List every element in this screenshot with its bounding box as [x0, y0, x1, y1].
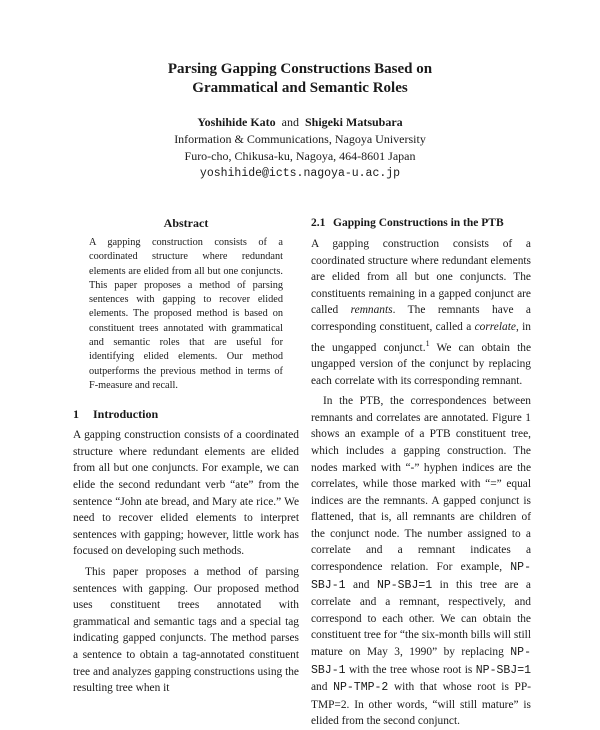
abstract-heading: Abstract: [163, 216, 209, 230]
term-remnants: remnants: [350, 304, 393, 317]
code-np-sbj-1: NP-SBJ-1: [311, 561, 531, 592]
email: yoshihide@icts.nagoya-u.ac.jp: [199, 167, 401, 180]
gapping-paragraph-1: A gapping construction consists of a coordinated structure where redundant elements are elided from all but one conjuncts. The constituents remaining in a gapped conjunct are called remnants. The remnants have a corresponding constituent, called a correlate, in the ungapped conjunct.$^1$ We can obtain the ungapped version of the conjunct by replacing each correlate with its corresponding remnant.: [311, 238, 532, 387]
code-np-tmp-2: NP-TMP-2: [333, 681, 389, 695]
section-title: Introduction: [93, 407, 159, 422]
author-1: Yoshihide Kato: [197, 115, 276, 129]
paper-title: [0, 60, 600, 98]
intro-paragraph-1: A gapping construction consists of a coordinated structure where redundant elements are elided from all but one conjuncts. For example, we can elide the second redundant verb “ate” from the sentence “John ate bread, and Mary ate rice.” We need to recover elided elements to interpret sentences with gapping; however, little work has focused on developing such methods.: [73, 429, 299, 558]
author-2: Shigeki Matsubara: [305, 115, 403, 129]
footnote-mark: 1: [425, 338, 430, 348]
code-np-sbj-1-b: NP-SBJ-1: [311, 646, 531, 677]
author-and: and: [281, 115, 299, 129]
term-correlate: correlate: [474, 320, 516, 333]
author-block: [0, 114, 600, 182]
subsection-title: Gapping Constructions in the PTB: [333, 217, 504, 229]
author-names: [0, 114, 600, 131]
subsection-heading-gapping: [311, 215, 531, 231]
right-column: [311, 215, 531, 730]
title-line-1: Parsing Gapping Constructions Based on: [167, 61, 433, 77]
abstract-text: A gapping construction consists of a coordinated structure where redundant elements are elided from all but one conjuncts. This paper proposes a method of parsing sentences with gapping to recover elided elements. The proposed method is based on constituent trees annotated with grammatical and semantic roles that are useful for identifying elided elements. Our method outperforms the previous method in terms of F-measure and recall.: [89, 237, 283, 391]
left-column: [73, 215, 299, 697]
section-number: 1: [73, 407, 79, 422]
gapping-paragraph-2: In the PTB, the correspondences between remnants and correlates are annotated. Figure 1 shows an example of a PTB constituent tree, which includes a gapping construction. The nodes marked with “-” hyphen indices are the correlates, while those marked with “=” equal indices are the remnants. A gapped conjunct is flattened, that is, all remnants are children of the conjunct node. The number assigned to a correlate and a remnant indicates a correspondence relation. For example, NP-SBJ-1 and NP-SBJ=1 in this tree are a correlate and a remnant, respectively, and correspond to each other. We can obtain the constituent tree for “the six-month bills will still mature on May 3, 1990” by replacing NP-SBJ-1 with the tree whose root is NP-SBJ=1 and NP-TMP-2 with that whose root is PP-TMP=2. In other words, “will still mature” is elided from the second conjunct.: [311, 395, 531, 728]
code-np-sbj-eq-1-b: NP-SBJ=1: [475, 663, 531, 677]
subsection-number: 2.1: [311, 217, 326, 229]
affiliation: Information & Communications, Nagoya University: [174, 132, 426, 146]
code-np-sbj-eq-1: NP-SBJ=1: [376, 578, 433, 592]
intro-paragraph-2: This paper proposes a method of parsing sentences with gapping. Our proposed method uses constituent trees annotated with grammatical and semantic tags and a special tag indicating gapped conjuncts. The method parses a sentence to obtain a tag-annotated constituent tree and analyzes gapping constructions using the resulting tree when it: [73, 566, 299, 695]
section-heading-introduction: [73, 406, 299, 422]
title-line-2: Grammatical and Semantic Roles: [192, 80, 408, 96]
address: Furo-cho, Chikusa-ku, Nagoya, 464-8601 Japan: [184, 149, 416, 163]
